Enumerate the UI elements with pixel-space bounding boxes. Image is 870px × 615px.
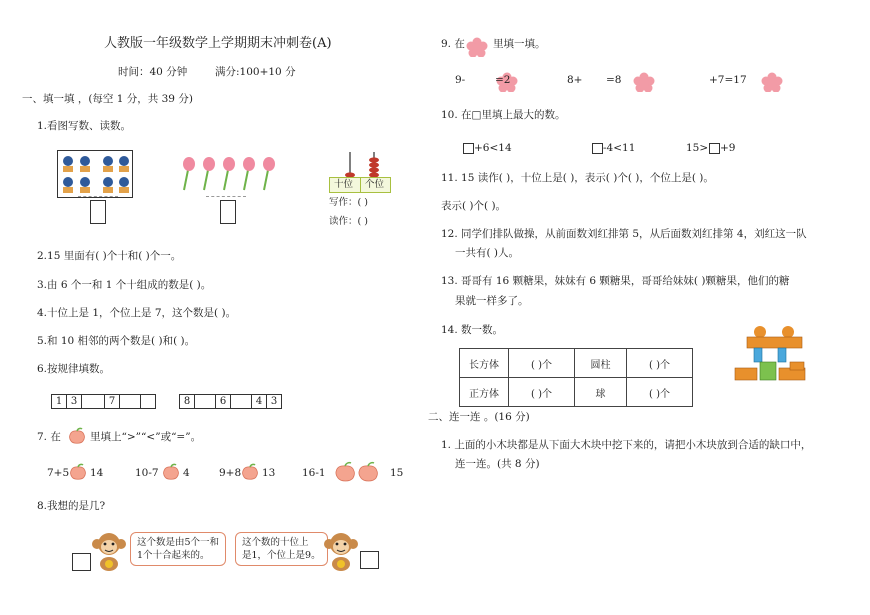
q10-item3-post: +9 — [720, 142, 736, 154]
q7-item4-right: 15 — [390, 467, 404, 479]
table-cell[interactable]: ( )个 — [509, 378, 575, 407]
q8-answer-box-2[interactable] — [360, 551, 379, 569]
q8-bubble-1-line-1: 这个数是由5个一和 — [137, 537, 220, 548]
table-cell[interactable]: ( )个 — [627, 378, 693, 407]
q8-bubble-2-line-1: 这个数的十位上 — [242, 537, 309, 548]
section1-title: 一、填一填 ，(每空 1 分，共 39 分) — [22, 93, 193, 105]
q8-bubble-1 — [130, 532, 226, 566]
q8-bubble-1-line-2: 1个十合起来的。 — [137, 550, 210, 561]
s2-q1-line-1: 1. 上面的小木块都是从下面大木块中挖下来的，请把小木块放到合适的缺口中， — [441, 439, 812, 451]
q8-bubble-2 — [235, 532, 328, 566]
q1-read-as: 读作：( ) — [329, 216, 368, 227]
q7-item3-right: 13 — [262, 467, 276, 479]
seq-cell: 4 — [252, 395, 267, 409]
q7-item2-left: 10-7 — [135, 467, 159, 479]
q1-answer-box-2[interactable] — [220, 200, 236, 224]
q5-text: 5.和 10 相邻的两个数是( )和( )。 — [37, 335, 196, 347]
place-tens-label: 十位 — [334, 179, 354, 190]
q10-item2-post: -4<11 — [603, 142, 636, 154]
q9-text-b: 里填一填。 — [493, 38, 546, 50]
seq-cell[interactable] — [82, 395, 105, 409]
building-blocks-icon — [732, 324, 812, 388]
q10-item2-box[interactable] — [592, 143, 603, 154]
q10-item3-box[interactable] — [709, 143, 720, 154]
table-row — [460, 378, 693, 407]
s2-q1-line-2: 连一连。(共 8 分) — [455, 458, 540, 470]
q12-line-1: 12. 同学们排队做操，从前面数刘红排第 5，从后面数刘红排第 4，刘红这一队 — [441, 228, 807, 240]
seq-cell: 3 — [267, 395, 282, 409]
q13-line-1: 13. 哥哥有 16 颗糖果，妹妹有 6 颗糖果，哥哥给妹妹( )颗糖果，他们的糖 — [441, 275, 790, 287]
q7-item3-peach-icon[interactable] — [240, 463, 260, 481]
q9-item3-post: +7=17 — [709, 74, 747, 86]
place-value-label — [329, 177, 391, 193]
page-title: 人教版一年级数学上学期期末冲刺卷(A) — [104, 36, 332, 51]
seq-cell[interactable] — [120, 395, 141, 409]
q7-item1-peach-icon[interactable] — [68, 463, 88, 481]
table-cell: 球 — [575, 378, 627, 407]
q9-item1-post: =2 — [495, 74, 511, 86]
q7-item4-peach-icon-2[interactable] — [356, 461, 380, 483]
place-ones-label: 个位 — [365, 179, 385, 190]
q9-item2-post: =8 — [606, 74, 622, 86]
seq-cell: 7 — [105, 395, 120, 409]
table-cell[interactable]: ( )个 — [509, 349, 575, 378]
tulips-icon — [180, 152, 280, 196]
q3-text: 3.由 6 个一和 1 个十组成的数是( )。 — [37, 279, 212, 291]
q7-item4-peach-icon-1[interactable] — [333, 461, 357, 483]
q9-item2-pre: 8+ — [567, 74, 583, 86]
monkey-icon — [91, 530, 127, 576]
q10-text: 10. 在□里填上最大的数。 — [441, 109, 566, 121]
table-cell[interactable]: ( )个 — [627, 349, 693, 378]
table-row — [460, 349, 693, 378]
q4-text: 4.十位上是 1，个位上是 7，这个数是( )。 — [37, 307, 237, 319]
exam-time: 时间：40 分钟 — [118, 66, 188, 78]
q1-text: 1.看图写数、读数。 — [37, 120, 132, 132]
q9-item1-pre: 9- — [455, 74, 466, 86]
table-cell: 正方体 — [460, 378, 509, 407]
table-cell: 圆柱 — [575, 349, 627, 378]
q1-figure-box — [57, 150, 133, 198]
q6-text: 6.按规律填数。 — [37, 363, 111, 375]
q14-text: 14. 数一数。 — [441, 324, 504, 336]
q7-text-b: 里填上“>”“<”或“=”。 — [90, 431, 202, 443]
q10-item1-post: +6<14 — [474, 142, 512, 154]
q12-line-2: 一共有( )人。 — [455, 247, 520, 259]
q1-write-as: 写作：( ) — [329, 197, 368, 208]
q8-bubble-2-line-2: 是1，个位上是9。 — [242, 550, 321, 561]
peach-icon — [67, 427, 87, 445]
q11-line-1: 11. 15 读作( )，十位上是( )，表示( )个( )，个位上是( )。 — [441, 172, 714, 184]
q9-item2-flower-icon[interactable] — [633, 72, 653, 90]
q8-answer-box-1[interactable] — [72, 553, 91, 571]
q7-item3-left: 9+8 — [219, 467, 242, 479]
section2-title: 二、连一连 。(16 分) — [428, 411, 530, 423]
q9-text-a: 9. 在 — [441, 38, 465, 50]
q1-answer-slot-2 — [206, 196, 246, 228]
q9-item3-flower-icon[interactable] — [761, 72, 781, 90]
seq-cell: 1 — [52, 395, 67, 409]
q8-text: 8.我想的是几? — [37, 500, 106, 512]
q13-line-2: 果就一样多了。 — [455, 295, 529, 307]
q14-count-table — [459, 348, 693, 407]
q1-answer-box-1[interactable] — [90, 200, 106, 224]
seq-cell[interactable] — [195, 395, 216, 409]
seq-cell: 3 — [67, 395, 82, 409]
q1-answer-slot-1 — [78, 196, 118, 228]
q11-line-2: 表示( )个( )。 — [441, 200, 507, 212]
q7-item1-left: 7+5 — [47, 467, 70, 479]
seq-cell: 8 — [180, 395, 195, 409]
table-cell: 长方体 — [460, 349, 509, 378]
seq-cell[interactable] — [231, 395, 252, 409]
q7-item1-right: 14 — [90, 467, 104, 479]
q6-sequence-2 — [179, 394, 282, 409]
q6-sequence-1 — [51, 394, 156, 409]
q7-item2-right: 4 — [183, 467, 190, 479]
exam-score: 满分:100+10 分 — [215, 66, 296, 78]
toy-figures-icon — [58, 151, 132, 197]
q10-item3-pre: 15> — [686, 142, 709, 154]
q10-item1-box[interactable] — [463, 143, 474, 154]
q2-text: 2.15 里面有( )个十和( )个一。 — [37, 250, 182, 262]
seq-cell[interactable] — [141, 395, 156, 409]
q7-item4-left: 16-1 — [302, 467, 326, 479]
q7-text-a: 7. 在 — [37, 431, 61, 443]
monkey-icon — [323, 530, 359, 576]
seq-cell: 6 — [216, 395, 231, 409]
flower-icon — [466, 37, 486, 55]
q7-item2-peach-icon[interactable] — [161, 463, 181, 481]
